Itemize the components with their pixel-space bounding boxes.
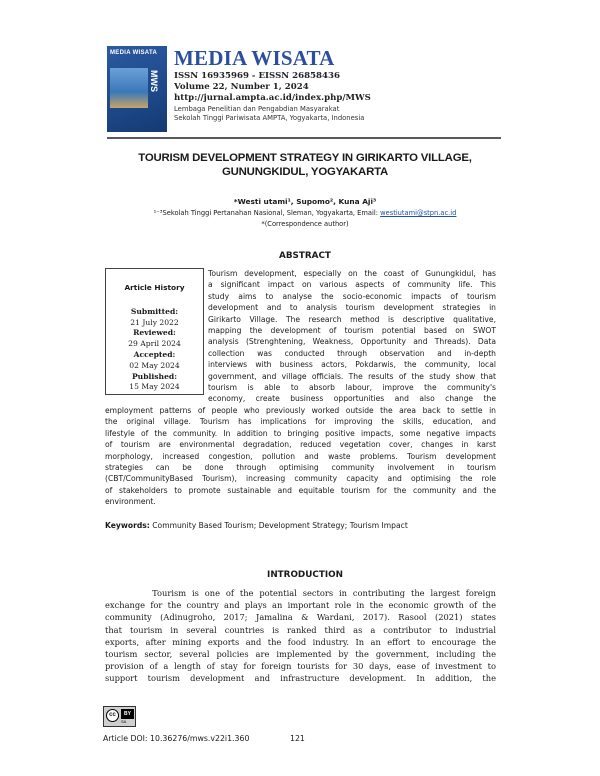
- submitted-label: Submitted:: [130, 306, 179, 316]
- cc-license-badge[interactable]: [103, 706, 136, 727]
- page-number: 121: [290, 734, 305, 743]
- title-line-1: TOURISM DEVELOPMENT STRATEGY IN GIRIKARTO VILLAGE,: [138, 152, 472, 164]
- sa-label: SA: [121, 719, 127, 724]
- abstract-line: study aims to analyse the socio-economic impacts of tourism: [208, 291, 496, 301]
- intro-line: provision of a length of stay for foreign tourists for 30 days, ease of investment to: [105, 661, 496, 672]
- abstract-line: the original village. Tourism has implications for improving the skills, education, and: [105, 417, 496, 427]
- intro-line: that tourism in several countries is ranked third as a contributor to industrial: [105, 624, 496, 635]
- intro-line: community (Adinugroho, 2017; Jamalina & Wardani, 2017). Rasool (2021) states: [105, 612, 496, 623]
- header-divider: [107, 137, 501, 139]
- abstract-line: government, and village officials. The results of the study show that: [208, 371, 496, 381]
- abstract-line: mapping the development of tourism potential based on SWOT: [208, 326, 496, 336]
- article-history-box: [105, 268, 204, 395]
- abstract-line: a significant impact on various aspects of community life. This: [208, 280, 496, 290]
- published-date: 15 May 2024: [129, 382, 180, 392]
- abstract-line: strategies can be done through optimising community involvement in tourism: [105, 463, 496, 473]
- volume-info: Volume 22, Number 1, 2024: [174, 82, 309, 92]
- keywords-text: Community Based Tourism; Development Strategy; Tourism Impact: [149, 521, 408, 530]
- cc-icon: cc: [106, 709, 119, 722]
- abstract-text-full: [105, 405, 496, 508]
- abstract-line: environment.: [105, 497, 156, 507]
- accepted-date: 02 May 2024: [129, 360, 180, 370]
- author-email-link[interactable]: westiutami@stpn.ac.id: [380, 209, 457, 217]
- abstract-heading: ABSTRACT: [279, 251, 331, 261]
- abstract-line: lifestyle of the community. In addition to bringing positive impacts, some negative impacts: [105, 428, 496, 438]
- history-heading: Article History: [124, 283, 185, 292]
- accepted-label: Accepted:: [133, 349, 176, 359]
- reviewed-label: Reviewed:: [133, 328, 176, 338]
- keywords-label: Keywords:: [105, 521, 150, 530]
- abstract-line: Tourism development, especially on the coast of Gunungkidul, has: [208, 269, 496, 278]
- cover-title: MEDIA WISATA: [110, 50, 158, 56]
- abstract-line: of stakeholders to promote sustainable and equitable tourism for the community and the: [105, 485, 496, 495]
- published-label: Published:: [131, 371, 178, 381]
- abstract-text-right: [208, 268, 496, 405]
- abstract-line: [208, 336, 496, 347]
- abstract-line: interviews with business actors, Pokdarwis, the community, local: [208, 360, 496, 370]
- abstract-line: tourism is able to absorb labour, improve the community's: [208, 383, 496, 393]
- submitted-date: 21 July 2022: [130, 317, 179, 327]
- article-title: [100, 151, 510, 179]
- abstract-line: economy, create business opportunities and also change the: [208, 394, 496, 404]
- intro-line: exports, after mining exports and the food industry. In an effort to encourage the: [105, 636, 496, 647]
- abstract-line: Girikarto Village. The research method is descriptive qualitative,: [208, 314, 496, 324]
- abstract-line: (CBT/CommunityBased Tourism), increasing community capacity and optimising the role: [105, 474, 496, 484]
- issn: ISSN 16935969 - EISSN 26858436: [174, 71, 340, 81]
- article-doi: Article DOI: 10.36276/mws.v22i1.360: [103, 734, 250, 743]
- intro-line: support tourism development and infrastructure development. In addition, the: [105, 673, 496, 684]
- intro-line: tourism sector, several policies are implemented by the government, including the: [105, 649, 496, 660]
- title-line-2: GUNUNGKIDUL, YOGYAKARTA: [221, 166, 389, 178]
- journal-cover-image: [107, 46, 167, 132]
- authors: *Westi utami¹, Supomo², Kuna Aji³: [233, 197, 377, 206]
- by-icon: BY: [121, 709, 134, 719]
- abstract-line: of tourism are environmental degradation, reduced vegetation cover, changes in karst: [105, 440, 496, 450]
- journal-name: MEDIA WISATA: [174, 46, 335, 70]
- intro-line: Tourism is one of the potential sectors in contributing the largest foreign: [105, 588, 496, 598]
- introduction-heading: INTRODUCTION: [267, 570, 343, 580]
- institution-line-2: Sekolah Tinggi Pariwisata AMPTA, Yogyakarta, Indonesia: [174, 114, 365, 122]
- affiliation: [100, 208, 510, 230]
- affiliation-text: ¹⁻³Sekolah Tinggi Pertanahan Nasional, Sleman, Yogyakarta, Email:: [153, 209, 381, 217]
- reviewed-date: 29 April 2024: [128, 339, 181, 349]
- institution-line-1: Lembaga Penelitian dan Pengabdian Masyarakat: [174, 105, 340, 113]
- abstract-line-text: analysis (Strenghtening, Weakness, Opportunity and Threads). Data: [208, 337, 496, 347]
- correspondence-note: *(Correspondence author): [261, 220, 349, 228]
- abstract-line: morphology, increased congestion, pollution and waste problems. Tourism development: [105, 451, 496, 461]
- cover-side-label: MWS: [149, 70, 159, 92]
- journal-url[interactable]: http://jurnal.ampta.ac.id/index.php/MWS: [174, 93, 371, 103]
- cover-photo: [110, 68, 148, 108]
- keywords: [105, 521, 408, 530]
- intro-line: exchange for the country and plays an important role in the economic growth of the: [105, 600, 496, 611]
- abstract-line: development and to analysis tourism development strategies in: [208, 303, 496, 313]
- abstract-line: employment patterns of people who previously worked outside the area back to settle in: [105, 406, 496, 415]
- introduction-text: [105, 587, 496, 685]
- abstract-line: collection was conducted through observation and in-depth: [208, 348, 496, 358]
